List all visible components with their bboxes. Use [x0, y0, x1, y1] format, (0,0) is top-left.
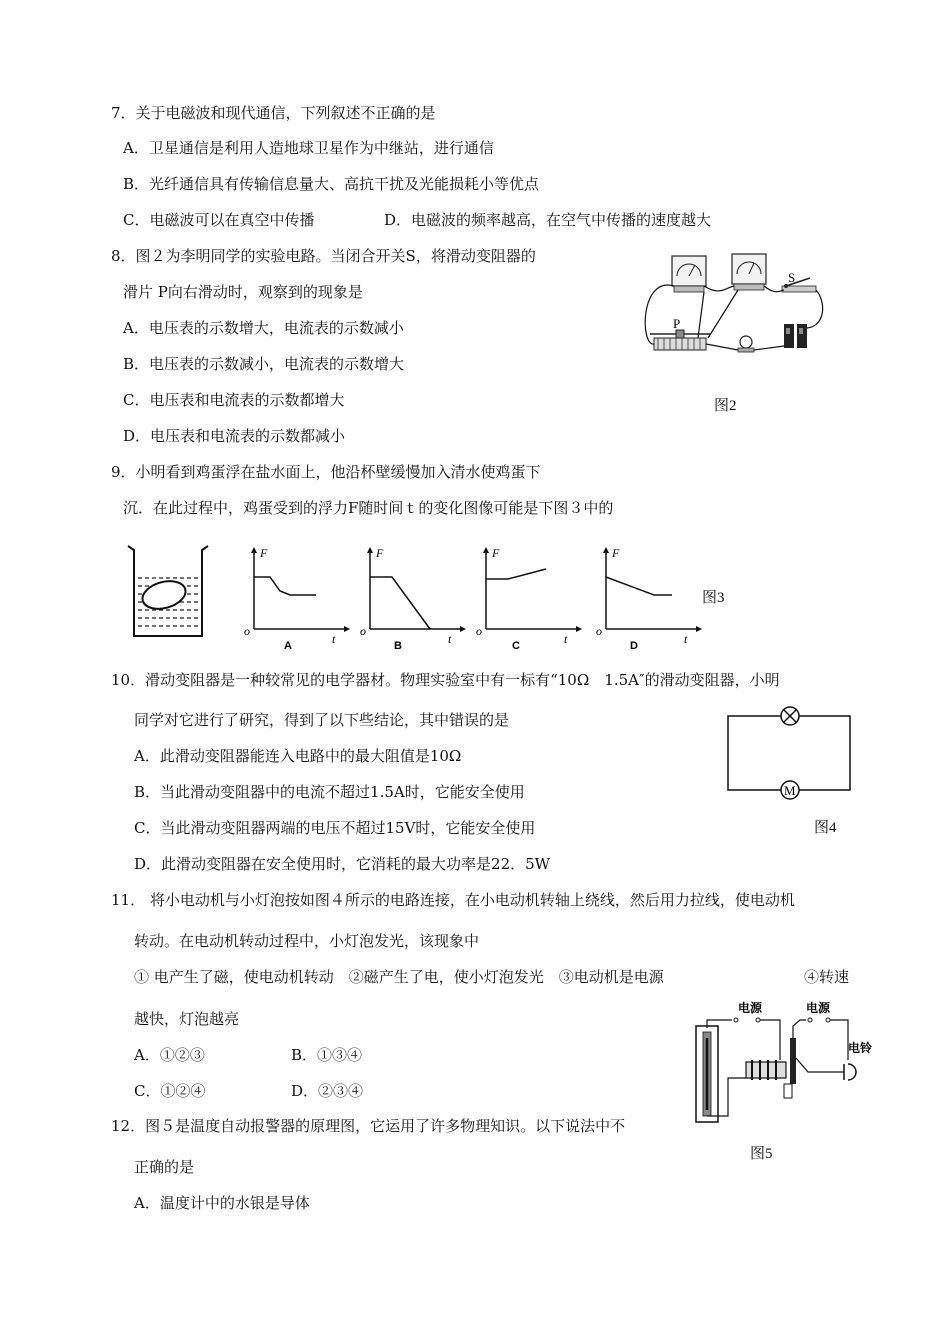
graph-d-letter: D [630, 640, 638, 652]
figure-4-caption: 图4 [814, 820, 837, 836]
bulb-icon [738, 336, 754, 352]
figure-5-alarm [688, 998, 873, 1126]
q12-option-a: A．温度计中的水银是导体 [134, 1194, 310, 1212]
q11-option-a: A．①②③ [134, 1046, 205, 1064]
q8-stem-line2: 滑片 P向右滑动时，观察到的现象是 [123, 283, 363, 301]
egg-icon [139, 577, 188, 614]
q7-option-a: A．卫星通信是利用人造地球卫星作为中继站，进行通信 [123, 139, 494, 157]
graph-c-letter: C [512, 640, 520, 652]
graph-d-x-label: t [684, 632, 688, 646]
q11-option-c: C．①②④ [134, 1082, 206, 1100]
q11-stem-line2: 转动。在电动机转动过程中，小灯泡发光，该现象中 [134, 932, 480, 950]
motor-label: M [784, 783, 796, 798]
q11-option-d: D．②③④ [291, 1082, 364, 1100]
q11-statement-4-end: 越快，灯泡越亮 [134, 1010, 240, 1028]
graph-b-y-label: F [376, 546, 384, 560]
q12-stem-line1: 12．图５是温度自动报警器的原理图，它运用了许多物理知识。以下说法中不 [111, 1117, 626, 1135]
figure-5-caption: 图5 [750, 1146, 773, 1162]
switch-label: S [788, 270, 796, 285]
q11-statement-4-start: ④转速 [804, 968, 850, 986]
figure-2-caption: 图2 [714, 398, 737, 414]
q8-option-a: A．电压表的示数增大，电流表的示数减小 [123, 319, 404, 337]
graph-a-y-label: F [260, 546, 268, 560]
graph-a [240, 545, 350, 650]
graph-c-origin: o [476, 624, 482, 638]
q7-option-b: B．光纤通信具有传输信息量大、高抗干扰及光能损耗小等优点 [123, 175, 540, 193]
q10-option-c: C．当此滑动变阻器两端的电压不超过15V时，它能安全使用 [134, 819, 536, 837]
power-label-2: 电源 [806, 1001, 831, 1015]
q7-stem: 7．关于电磁波和现代通信，下列叙述不正确的是 [111, 104, 436, 122]
graph-d-y-label: F [612, 546, 620, 560]
q7-option-d: D．电磁波的频率越高，在空气中传播的速度越大 [384, 211, 712, 229]
figure-3-caption: 图3 [702, 590, 725, 606]
graph-b-x-label: t [448, 632, 452, 646]
q11-stem-line1: 11． 将小电动机与小灯泡按如图４所示的电路连接，在小电动机转轴上绕线，然后用力拉线，使电动机 [111, 891, 795, 909]
q12-stem-line2: 正确的是 [134, 1158, 195, 1176]
lamp-icon [781, 707, 799, 725]
q11-option-b: B．①③④ [291, 1046, 363, 1064]
rheostat-icon [650, 330, 710, 350]
graph-c-y-label: F [492, 546, 500, 560]
graph-b-letter: B [394, 640, 402, 652]
figure-2-circuit [640, 246, 830, 376]
battery-icon [784, 324, 807, 348]
graph-b [356, 545, 466, 650]
q10-option-a: A．此滑动变阻器能连入电路中的最大阻值是10Ω [134, 747, 462, 765]
bell-icon [844, 1064, 856, 1080]
graph-c [472, 545, 582, 650]
power-label-1: 电源 [738, 1001, 763, 1015]
electromagnet-icon [746, 1060, 786, 1080]
beaker-egg-figure [126, 544, 210, 640]
q11-statements: ① 电产生了磁，使电动机转动 ②磁产生了电，使小灯泡发光 ③电动机是电源 [134, 968, 664, 986]
q8-option-d: D．电压表和电流表的示数都减小 [123, 427, 346, 445]
graph-b-origin: o [360, 624, 366, 638]
motor-icon [781, 781, 799, 799]
q8-option-c: C．电压表和电流表的示数都增大 [123, 391, 345, 409]
graph-a-letter: A [284, 640, 292, 652]
q7-option-c: C．电磁波可以在真空中传播 [123, 211, 315, 229]
q10-stem-line1: 10．滑动变阻器是一种较常见的电学器材。物理实验室中有一标有“10Ω 1.5A″的滑动变阻器，小明 [111, 671, 780, 689]
graph-c-x-label: t [564, 632, 568, 646]
ammeter-icon [732, 254, 766, 290]
q10-stem-line2: 同学对它进行了研究，得到了以下些结论，其中错误的是 [134, 711, 510, 729]
slider-label: P [673, 316, 681, 331]
voltmeter-icon [672, 256, 706, 292]
graph-a-x-label: t [332, 632, 336, 646]
thermometer-icon [696, 1026, 718, 1122]
q8-stem-line1: 8．图２为李明同学的实验电路。当闭合开关S，将滑动变阻器的 [111, 247, 536, 265]
q9-stem-line2: 沉．在此过程中，鸡蛋受到的浮力F随时间ｔ的变化图像可能是下图３中的 [123, 499, 614, 517]
graph-d-origin: o [596, 624, 602, 638]
figure-4-circuit [726, 704, 852, 802]
graph-d [592, 545, 702, 650]
q10-option-d: D．此滑动变阻器在安全使用时，它消耗的最大功率是22．5W [134, 855, 551, 873]
q8-option-b: B．电压表的示数减小，电流表的示数增大 [123, 355, 405, 373]
q10-option-b: B．当此滑动变阻器中的电流不超过1.5A时，它能安全使用 [134, 783, 525, 801]
q9-stem-line1: 9．小明看到鸡蛋浮在盐水面上，他沿杯壁缓慢加入清水使鸡蛋下 [111, 463, 541, 481]
graph-a-origin: o [244, 624, 250, 638]
bell-label: 电铃 [848, 1041, 873, 1055]
